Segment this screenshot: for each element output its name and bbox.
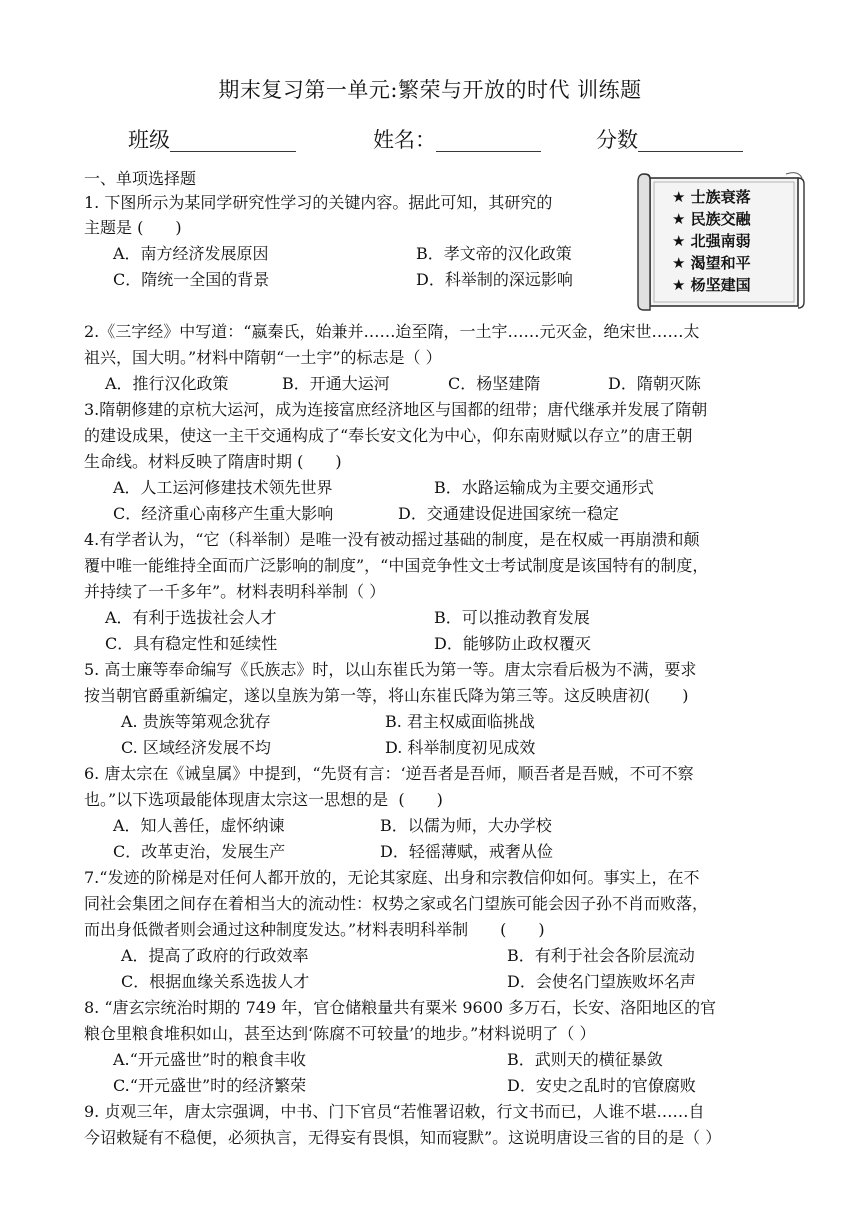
option-c[interactable]: C．具有稳定性和延续性 (105, 634, 278, 653)
question-5-line: 按当朝官爵重新编定，遂以皇族为第一等，将山东崔氏降为第三等。这反映唐初( ) (84, 686, 689, 705)
question-4-line: 并持续了一千多年”。材料表明科举制（ ） (84, 582, 386, 601)
question-7-line: 7.“发迹的阶梯是对任何人都开放的，无论其家庭、出身和宗教信仰如何。事实上，在不 (84, 868, 700, 887)
question-1-line: 1. 下图所示为某同学研究性学习的关键内容。据此可知，其研究的 (84, 193, 553, 212)
option-d[interactable]: D．轻徭薄赋，戒奢从俭 (380, 842, 553, 861)
option-d[interactable]: D．安史之乱时的官僚腐败 (507, 1076, 696, 1095)
option-a[interactable]: A．知人善任，虚怀纳谏 (113, 816, 285, 835)
question-2-line: 祖兴，国大明。”材料中隋朝“一土宇”的标志是（ ） (84, 348, 442, 367)
option-c[interactable]: C.“开元盛世”时的经济繁荣 (113, 1076, 307, 1095)
option-c[interactable]: C．经济重心南移产生重大影响 (113, 504, 334, 523)
scroll-item: ★ 士族衰落 (672, 188, 751, 206)
name-field[interactable]: 姓名：__________ (373, 128, 541, 152)
option-b[interactable]: B．开通大运河 (282, 374, 390, 393)
section-title: 一、单项选择题 (84, 169, 197, 188)
scroll-item: ★ 渴望和平 (672, 254, 751, 272)
option-b[interactable]: B．有利于社会各阶层流动 (507, 946, 695, 965)
option-a[interactable]: A.“开元盛世”时的粮食丰收 (113, 1050, 307, 1069)
option-a[interactable]: A. 贵族等第观念犹存 (121, 712, 271, 731)
question-6-line: 也。”以下选项最能体现唐太宗这一思想的是 ( ) (84, 790, 443, 809)
class-field[interactable]: 班级____________ (128, 128, 296, 152)
question-8-line: 8. “唐玄宗统治时期的 749 年，官仓储粮量共有粟米 9600 多万石，长安、洛阳地区的官 (84, 998, 717, 1017)
option-d[interactable]: D．隋朝灭陈 (608, 374, 701, 393)
option-b[interactable]: B．武则天的横征暴敛 (507, 1050, 663, 1069)
question-4-line: 覆中唯一能维持全面而广泛影响的制度”，“中国竞争性文士考试制度是该国特有的制度， (84, 556, 709, 575)
question-8-line: 粮仓里粮食堆积如山，甚至达到‘陈腐不可较量’的地步。”材料说明了（ ） (84, 1024, 596, 1043)
option-c[interactable]: C．杨坚建隋 (448, 374, 541, 393)
question-2-line: 2.《三字经》中写道：“嬴秦氏，始兼并……迨至隋，一土宇……元灭金，绝宋世……太 (84, 322, 700, 341)
question-1-line: 主题是 ( ) (84, 218, 182, 237)
option-a[interactable]: A．提高了政府的行政效率 (121, 946, 309, 965)
question-6-line: 6. 唐太宗在《诫皇属》中提到，“先贤有言：‘逆吾者是吾师，顺吾者是吾贼，不可不察 (84, 764, 694, 783)
question-7-line: 而出身低微者则会通过这种制度发达。”材料表明科举制 ( ) (84, 920, 545, 939)
option-d[interactable]: D．交通建设促进国家统一稳定 (398, 504, 619, 523)
option-c[interactable]: C．根据血缘关系选拔人才 (121, 972, 310, 991)
question-3-line: 的建设成果，使这一主干交通构成了“奉长安文化为中心，仰东南财赋以存立”的唐王朝 (84, 426, 693, 445)
score-field[interactable]: 分数__________ (596, 128, 743, 152)
option-c[interactable]: C. 区域经济发展不均 (121, 738, 271, 757)
option-b[interactable]: B. 君主权威面临挑战 (385, 712, 535, 731)
option-d[interactable]: D．科举制的深远影响 (416, 270, 573, 289)
scroll-item: ★ 杨坚建国 (672, 276, 751, 294)
option-b[interactable]: B．水路运输成为主要交通形式 (434, 478, 654, 497)
option-a[interactable]: A．推行汉化政策 (105, 374, 229, 393)
scroll-item: ★ 民族交融 (672, 210, 751, 228)
question-3-line: 3.隋朝修建的京杭大运河，成为连接富庶经济地区与国都的纽带；唐代继承并发展了隋朝 (84, 400, 708, 419)
option-d[interactable]: D. 科举制度初见成效 (385, 738, 536, 757)
scroll-item: ★ 北强南弱 (672, 232, 751, 250)
question-5-line: 5. 高士廉等奉命编写《氏族志》时，以山东崔氏为第一等。唐太宗看后极为不满，要求 (84, 660, 697, 679)
option-c[interactable]: C．隋统一全国的背景 (113, 270, 270, 289)
scroll-text (672, 186, 751, 296)
option-a[interactable]: A．南方经济发展原因 (113, 244, 269, 263)
option-c[interactable]: C．改革吏治，发展生产 (113, 842, 286, 861)
option-b[interactable]: B．孝文帝的汉化政策 (416, 244, 572, 263)
option-d[interactable]: D．能够防止政权覆灭 (434, 634, 591, 653)
question-9-line: 今诏敕疑有不稳便，必须执言，无得妄有畏惧，知而寝默”。这说明唐设三省的目的是（ ） (84, 1128, 722, 1147)
option-a[interactable]: A．有利于选拔社会人才 (105, 608, 277, 627)
question-3-line: 生命线。材料反映了隋唐时期 ( ) (84, 452, 342, 471)
question-9-line: 9. 贞观三年，唐太宗强调，中书、门下官员“若惟署诏敕，行文书而已，人谁不堪……自 (84, 1102, 705, 1121)
question-4-line: 4.有学者认为，“它（科举制）是唯一没有被动摇过基础的制度，是在权威一再崩溃和颠 (84, 530, 700, 549)
page-title: 期末复习第一单元:繁荣与开放的时代 训练题 (218, 78, 642, 102)
question-7-line: 同社会集团之间存在着相当大的流动性：权势之家或名门望族可能会因子孙不肖而败落， (84, 894, 709, 913)
option-b[interactable]: B．以儒为师，大办学校 (380, 816, 552, 835)
option-a[interactable]: A．人工运河修建技术领先世界 (113, 478, 333, 497)
option-b[interactable]: B．可以推动教育发展 (434, 608, 590, 627)
option-d[interactable]: D．会使名门望族败坏名声 (507, 972, 696, 991)
